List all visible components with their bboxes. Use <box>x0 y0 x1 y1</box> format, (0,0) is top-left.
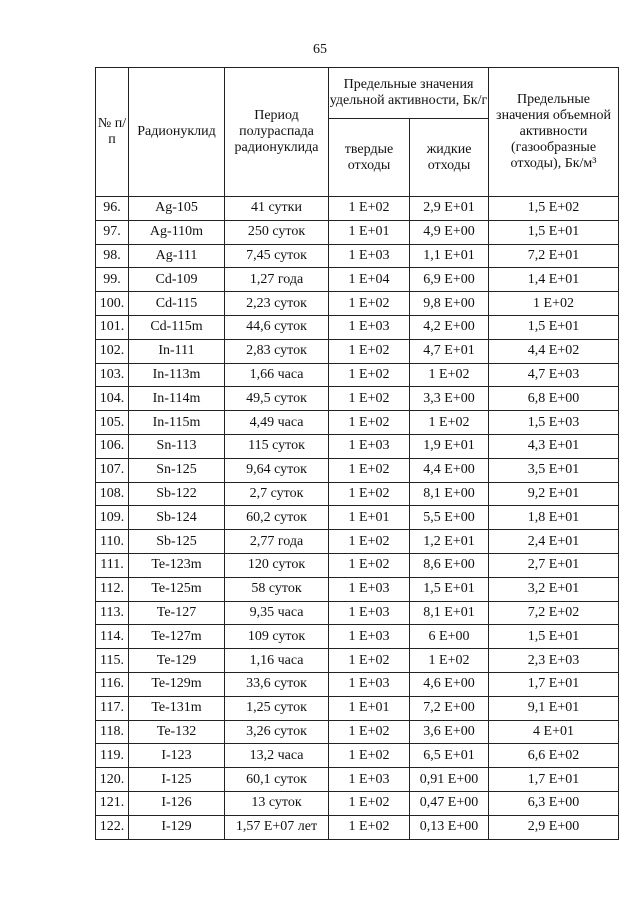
header-number: № п/п <box>96 68 129 197</box>
table-row <box>96 292 619 316</box>
row-radionuclide: Te-125m <box>129 577 225 601</box>
row-gas-limit: 4,4 E+02 <box>489 339 619 363</box>
row-gas-limit: 2,9 E+00 <box>489 815 619 839</box>
row-solid-limit: 1 E+03 <box>329 672 410 696</box>
row-solid-limit: 1 E+02 <box>329 482 410 506</box>
row-number: 120. <box>96 768 129 792</box>
row-liquid-limit: 0,91 E+00 <box>410 768 489 792</box>
row-radionuclide: In-115m <box>129 411 225 435</box>
row-liquid-limit: 1,2 E+01 <box>410 530 489 554</box>
table-row <box>96 411 619 435</box>
table-row <box>96 768 619 792</box>
row-solid-limit: 1 E+03 <box>329 315 410 339</box>
header-liquid-waste: жидкие отходы <box>410 119 489 197</box>
row-half-life: 13 суток <box>225 791 329 815</box>
row-liquid-limit: 1,1 E+01 <box>410 244 489 268</box>
header-volumetric-activity: Предельные значения объемной активности (газообразные отходы), Бк/м³ <box>489 68 619 197</box>
row-number: 114. <box>96 625 129 649</box>
row-half-life: 60,1 суток <box>225 768 329 792</box>
row-radionuclide: Te-127 <box>129 601 225 625</box>
row-gas-limit: 4,3 E+01 <box>489 434 619 458</box>
row-liquid-limit: 9,8 E+00 <box>410 292 489 316</box>
table-row <box>96 815 619 839</box>
header-radionuclide: Радионуклид <box>129 68 225 197</box>
row-gas-limit: 7,2 E+01 <box>489 244 619 268</box>
row-number: 96. <box>96 197 129 221</box>
header-solid-waste: твердые отходы <box>329 119 410 197</box>
row-solid-limit: 1 E+02 <box>329 649 410 673</box>
row-gas-limit: 3,5 E+01 <box>489 458 619 482</box>
row-half-life: 2,83 суток <box>225 339 329 363</box>
row-number: 108. <box>96 482 129 506</box>
table-row <box>96 696 619 720</box>
row-liquid-limit: 5,5 E+00 <box>410 506 489 530</box>
table-row <box>96 649 619 673</box>
table-row <box>96 553 619 577</box>
row-gas-limit: 7,2 E+02 <box>489 601 619 625</box>
table-row <box>96 458 619 482</box>
row-solid-limit: 1 E+03 <box>329 244 410 268</box>
row-number: 102. <box>96 339 129 363</box>
row-number: 117. <box>96 696 129 720</box>
table-row <box>96 601 619 625</box>
row-liquid-limit: 1,9 E+01 <box>410 434 489 458</box>
row-half-life: 49,5 суток <box>225 387 329 411</box>
row-radionuclide: I-129 <box>129 815 225 839</box>
row-radionuclide: In-111 <box>129 339 225 363</box>
row-solid-limit: 1 E+02 <box>329 791 410 815</box>
row-solid-limit: 1 E+03 <box>329 601 410 625</box>
row-number: 99. <box>96 268 129 292</box>
row-number: 113. <box>96 601 129 625</box>
row-gas-limit: 1,7 E+01 <box>489 672 619 696</box>
row-half-life: 1,25 суток <box>225 696 329 720</box>
row-radionuclide: I-123 <box>129 744 225 768</box>
row-solid-limit: 1 E+03 <box>329 577 410 601</box>
row-liquid-limit: 4,2 E+00 <box>410 315 489 339</box>
row-half-life: 3,26 суток <box>225 720 329 744</box>
row-half-life: 60,2 суток <box>225 506 329 530</box>
row-gas-limit: 1,4 E+01 <box>489 268 619 292</box>
row-radionuclide: Cd-109 <box>129 268 225 292</box>
radionuclide-table <box>95 67 619 840</box>
row-radionuclide: Te-132 <box>129 720 225 744</box>
table-row <box>96 577 619 601</box>
row-radionuclide: In-114m <box>129 387 225 411</box>
row-gas-limit: 1,5 E+01 <box>489 220 619 244</box>
row-number: 110. <box>96 530 129 554</box>
table-row <box>96 672 619 696</box>
row-radionuclide: Te-131m <box>129 696 225 720</box>
row-half-life: 250 суток <box>225 220 329 244</box>
row-half-life: 115 суток <box>225 434 329 458</box>
row-liquid-limit: 4,4 E+00 <box>410 458 489 482</box>
row-number: 119. <box>96 744 129 768</box>
row-solid-limit: 1 E+01 <box>329 506 410 530</box>
row-number: 98. <box>96 244 129 268</box>
row-number: 106. <box>96 434 129 458</box>
row-liquid-limit: 0,47 E+00 <box>410 791 489 815</box>
row-half-life: 58 суток <box>225 577 329 601</box>
row-solid-limit: 1 E+03 <box>329 768 410 792</box>
row-solid-limit: 1 E+02 <box>329 744 410 768</box>
row-solid-limit: 1 E+02 <box>329 458 410 482</box>
row-half-life: 1,66 часа <box>225 363 329 387</box>
row-gas-limit: 9,2 E+01 <box>489 482 619 506</box>
row-number: 122. <box>96 815 129 839</box>
row-number: 111. <box>96 553 129 577</box>
row-liquid-limit: 6,5 E+01 <box>410 744 489 768</box>
row-radionuclide: I-126 <box>129 791 225 815</box>
row-liquid-limit: 1,5 E+01 <box>410 577 489 601</box>
row-number: 107. <box>96 458 129 482</box>
row-liquid-limit: 1 E+02 <box>410 363 489 387</box>
row-liquid-limit: 8,1 E+01 <box>410 601 489 625</box>
row-gas-limit: 9,1 E+01 <box>489 696 619 720</box>
row-solid-limit: 1 E+03 <box>329 625 410 649</box>
table-row <box>96 791 619 815</box>
row-radionuclide: Cd-115 <box>129 292 225 316</box>
table-row <box>96 339 619 363</box>
table-row <box>96 268 619 292</box>
table-row <box>96 387 619 411</box>
row-half-life: 9,35 часа <box>225 601 329 625</box>
row-solid-limit: 1 E+02 <box>329 363 410 387</box>
table-row <box>96 530 619 554</box>
row-solid-limit: 1 E+01 <box>329 220 410 244</box>
row-half-life: 1,27 года <box>225 268 329 292</box>
row-radionuclide: Sb-122 <box>129 482 225 506</box>
row-gas-limit: 6,6 E+02 <box>489 744 619 768</box>
table-row <box>96 220 619 244</box>
row-half-life: 7,45 суток <box>225 244 329 268</box>
table-row <box>96 482 619 506</box>
table-row <box>96 744 619 768</box>
table-row <box>96 625 619 649</box>
row-number: 115. <box>96 649 129 673</box>
row-half-life: 9,64 суток <box>225 458 329 482</box>
row-gas-limit: 6,3 E+00 <box>489 791 619 815</box>
row-number: 112. <box>96 577 129 601</box>
row-liquid-limit: 3,3 E+00 <box>410 387 489 411</box>
row-half-life: 120 суток <box>225 553 329 577</box>
row-half-life: 109 суток <box>225 625 329 649</box>
row-solid-limit: 1 E+02 <box>329 339 410 363</box>
row-liquid-limit: 7,2 E+00 <box>410 696 489 720</box>
row-half-life: 2,77 года <box>225 530 329 554</box>
row-liquid-limit: 4,6 E+00 <box>410 672 489 696</box>
row-half-life: 41 сутки <box>225 197 329 221</box>
row-number: 101. <box>96 315 129 339</box>
row-number: 104. <box>96 387 129 411</box>
row-gas-limit: 2,3 E+03 <box>489 649 619 673</box>
row-gas-limit: 1,5 E+03 <box>489 411 619 435</box>
row-radionuclide: Te-129m <box>129 672 225 696</box>
row-solid-limit: 1 E+04 <box>329 268 410 292</box>
header-half-life: Период полураспада радионуклида <box>225 68 329 197</box>
row-number: 97. <box>96 220 129 244</box>
row-gas-limit: 1 E+02 <box>489 292 619 316</box>
table-row <box>96 720 619 744</box>
row-number: 100. <box>96 292 129 316</box>
table-row <box>96 315 619 339</box>
row-solid-limit: 1 E+01 <box>329 696 410 720</box>
row-radionuclide: Sn-125 <box>129 458 225 482</box>
row-radionuclide: I-125 <box>129 768 225 792</box>
row-gas-limit: 1,8 E+01 <box>489 506 619 530</box>
row-radionuclide: Ag-105 <box>129 197 225 221</box>
row-solid-limit: 1 E+02 <box>329 530 410 554</box>
row-liquid-limit: 1 E+02 <box>410 411 489 435</box>
table-row <box>96 363 619 387</box>
table-row <box>96 197 619 221</box>
row-gas-limit: 1,5 E+02 <box>489 197 619 221</box>
row-half-life: 4,49 часа <box>225 411 329 435</box>
row-number: 103. <box>96 363 129 387</box>
table-row <box>96 434 619 458</box>
row-half-life: 33,6 суток <box>225 672 329 696</box>
row-solid-limit: 1 E+02 <box>329 197 410 221</box>
row-half-life: 13,2 часа <box>225 744 329 768</box>
row-liquid-limit: 8,1 E+00 <box>410 482 489 506</box>
row-number: 118. <box>96 720 129 744</box>
row-number: 116. <box>96 672 129 696</box>
row-radionuclide: Sn-113 <box>129 434 225 458</box>
row-liquid-limit: 4,9 E+00 <box>410 220 489 244</box>
row-radionuclide: Ag-110m <box>129 220 225 244</box>
row-solid-limit: 1 E+03 <box>329 434 410 458</box>
row-liquid-limit: 2,9 E+01 <box>410 197 489 221</box>
row-radionuclide: Te-123m <box>129 553 225 577</box>
page-number: 65 <box>313 42 327 57</box>
row-liquid-limit: 1 E+02 <box>410 649 489 673</box>
row-gas-limit: 4,7 E+03 <box>489 363 619 387</box>
row-radionuclide: Te-129 <box>129 649 225 673</box>
row-number: 105. <box>96 411 129 435</box>
row-radionuclide: Sb-124 <box>129 506 225 530</box>
row-half-life: 2,23 суток <box>225 292 329 316</box>
table-row <box>96 244 619 268</box>
row-gas-limit: 1,7 E+01 <box>489 768 619 792</box>
row-solid-limit: 1 E+02 <box>329 411 410 435</box>
row-liquid-limit: 3,6 E+00 <box>410 720 489 744</box>
row-liquid-limit: 6 E+00 <box>410 625 489 649</box>
row-gas-limit: 2,7 E+01 <box>489 553 619 577</box>
row-half-life: 2,7 суток <box>225 482 329 506</box>
row-solid-limit: 1 E+02 <box>329 292 410 316</box>
row-liquid-limit: 4,7 E+01 <box>410 339 489 363</box>
row-solid-limit: 1 E+02 <box>329 720 410 744</box>
row-gas-limit: 4 E+01 <box>489 720 619 744</box>
header-specific-activity: Предельные значения удельной активности, Бк/г <box>329 68 489 119</box>
row-gas-limit: 6,8 E+00 <box>489 387 619 411</box>
row-gas-limit: 1,5 E+01 <box>489 625 619 649</box>
row-half-life: 44,6 суток <box>225 315 329 339</box>
row-number: 109. <box>96 506 129 530</box>
row-gas-limit: 2,4 E+01 <box>489 530 619 554</box>
row-liquid-limit: 6,9 E+00 <box>410 268 489 292</box>
row-gas-limit: 3,2 E+01 <box>489 577 619 601</box>
row-number: 121. <box>96 791 129 815</box>
row-radionuclide: Cd-115m <box>129 315 225 339</box>
row-half-life: 1,57 E+07 лет <box>225 815 329 839</box>
row-solid-limit: 1 E+02 <box>329 815 410 839</box>
row-half-life: 1,16 часа <box>225 649 329 673</box>
row-radionuclide: Te-127m <box>129 625 225 649</box>
row-radionuclide: Sb-125 <box>129 530 225 554</box>
table-row <box>96 506 619 530</box>
row-liquid-limit: 8,6 E+00 <box>410 553 489 577</box>
row-gas-limit: 1,5 E+01 <box>489 315 619 339</box>
table-body <box>96 197 619 840</box>
row-solid-limit: 1 E+02 <box>329 387 410 411</box>
row-solid-limit: 1 E+02 <box>329 553 410 577</box>
row-radionuclide: In-113m <box>129 363 225 387</box>
row-radionuclide: Ag-111 <box>129 244 225 268</box>
row-liquid-limit: 0,13 E+00 <box>410 815 489 839</box>
